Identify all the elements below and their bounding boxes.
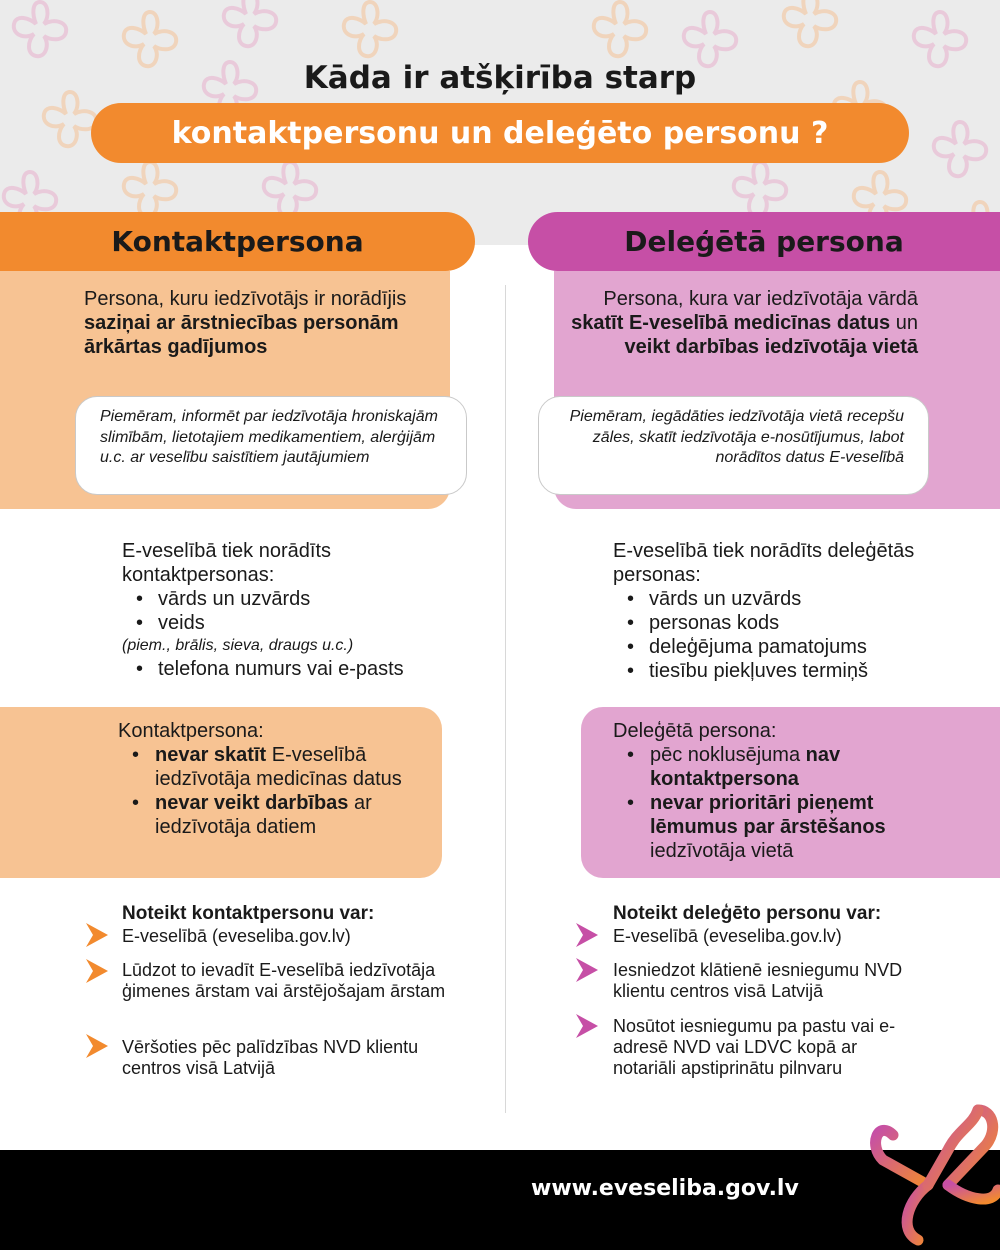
right-how-title: Noteikt deleģēto personu var:	[613, 903, 882, 924]
list-item	[613, 743, 913, 791]
right-heading-text: Deleģētā persona	[624, 225, 904, 258]
left-info-note: (piem., brālis, sieva, draugs u.c.)	[122, 637, 354, 654]
right-restriction-lead: Deleģētā persona:	[613, 720, 777, 742]
arrow-right-icon	[574, 1012, 600, 1040]
right-column-heading	[528, 212, 1000, 271]
arrow-right-icon	[84, 921, 110, 949]
right-how-item: Nosūtot iesniegumu pa pastu vai e-adresē NVD vai LDVC kopā ar notariāli apstiprinātu pilnvaru	[613, 1016, 896, 1078]
arrow-right-icon	[84, 957, 110, 985]
list-item: • vārds un uzvārds	[122, 587, 462, 611]
left-info-list	[122, 539, 462, 681]
left-definition-text	[84, 287, 414, 359]
left-how-item: Lūdzot to ievadīt E-veselībā iedzīvotāja ģimenes ārstam vai ārstējošajam ārstam	[122, 960, 446, 1001]
restriction-bold: nevar skatīt	[155, 744, 267, 766]
list-item	[118, 743, 418, 791]
list-item: • vārds un uzvārds	[613, 587, 953, 611]
page-title-pill	[91, 103, 909, 163]
arrow-right-icon	[574, 956, 600, 984]
left-column-heading	[0, 212, 475, 271]
left-definition-bold: saziņai ar ārstniecības personām ārkārtas gadījumos	[84, 312, 399, 358]
list-item: • veids	[122, 611, 462, 635]
restriction-bold: nav kontaktpersona	[650, 744, 841, 790]
logo-mark-icon	[848, 1090, 1000, 1250]
left-restriction-lead: Kontaktpersona:	[118, 720, 264, 742]
right-definition-bold1: skatīt E-veselībā medicīnas datus	[571, 312, 891, 334]
list-item	[118, 791, 418, 839]
page-title-line1: Kāda ir atšķirība starp	[303, 60, 697, 96]
restriction-bold: nevar veikt darbības	[155, 792, 349, 814]
arrow-right-icon	[574, 921, 600, 949]
left-info-lead: E-veselībā tiek norādīts kontaktpersonas:	[122, 540, 331, 586]
left-heading-text: Kontaktpersona	[111, 225, 364, 258]
arrow-right-icon	[84, 1032, 110, 1060]
left-example-box: Piemēram, informēt par iedzīvotāja hroniskajām slimībām, lietotajiem medikamentiem, alerģijām u.c. ar veselību saistītiem jautājumiem	[75, 396, 467, 495]
header-band	[0, 0, 1000, 245]
right-info-list	[613, 539, 953, 683]
restriction-rest: ar iedzīvotāja datiem	[155, 792, 372, 838]
right-how-item: Iesniedzot klātienē iesniegumu NVD klientu centros visā Latvijā	[613, 960, 903, 1001]
left-how-title: Noteikt kontaktpersonu var:	[122, 903, 375, 924]
right-definition-part1: Persona, kura var iedzīvotāja vārdā	[603, 288, 918, 310]
right-definition-text	[562, 287, 918, 359]
right-definition-part2: un	[890, 312, 918, 334]
list-item: • deleģējuma pamatojums	[613, 635, 953, 659]
right-definition-bold2: veikt darbības iedzīvotāja vietā	[624, 336, 918, 358]
left-how-item: Vēršoties pēc palīdzības NVD klientu centros visā Latvijā	[122, 1037, 419, 1078]
right-restriction-list	[613, 719, 913, 863]
restriction-bold: nevar prioritāri pieņemt lēmumus par ārstēšanos	[650, 792, 886, 838]
right-example-box: Piemēram, iegādāties iedzīvotāja vietā recepšu zāles, skatīt iedzīvotāja e-nosūtījumus, labot norādītos datus E-veselībā	[538, 396, 929, 495]
right-info-lead: E-veselībā tiek norādīts deleģētās personas:	[613, 540, 915, 586]
list-item	[613, 791, 913, 863]
column-divider	[505, 285, 506, 1113]
right-how-item: E-veselībā (eveseliba.gov.lv)	[613, 926, 842, 946]
footer-url-link[interactable]: www.eveseliba.gov.lv	[531, 1176, 799, 1201]
restriction-rest: iedzīvotāja vietā	[650, 840, 794, 862]
left-restriction-list	[118, 719, 418, 839]
list-item: • tiesību piekļuves termiņš	[613, 659, 953, 683]
page-title-line2: kontaktpersonu un deleģēto personu ?	[171, 115, 829, 151]
restriction-pre: pēc noklusējuma	[650, 744, 806, 766]
list-item: • personas kods	[613, 611, 953, 635]
left-how-item: E-veselībā (eveseliba.gov.lv)	[122, 926, 351, 946]
left-definition-part1: Persona, kuru iedzīvotājs ir norādījis	[84, 288, 407, 310]
list-item: • telefona numurs vai e-pasts	[122, 657, 462, 681]
restriction-rest: E-veselībā iedzīvotāja medicīnas datus	[155, 744, 402, 790]
